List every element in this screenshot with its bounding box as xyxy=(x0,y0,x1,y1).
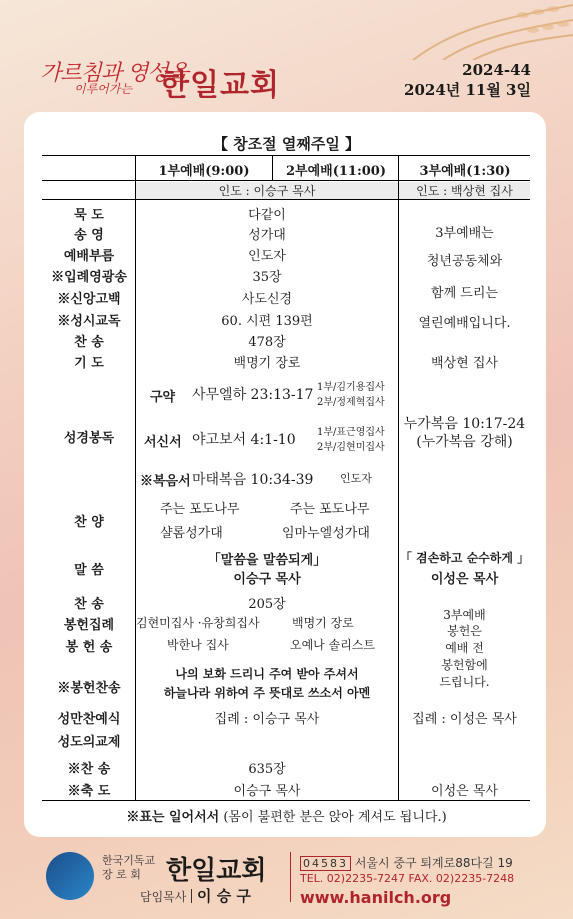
label-songyeong: 송 영 xyxy=(74,228,104,243)
value-hymn3: 635장 xyxy=(248,762,286,777)
offering-hymn-line1: 나의 보화 드리니 주여 받아 주셔서 xyxy=(175,667,359,681)
offering-hymn-line2: 하늘나라 위하여 주 뜻대로 쓰소서 아멘 xyxy=(163,686,371,700)
denomination-line1: 한국기독교 xyxy=(102,854,156,867)
label-sermon: 말 씀 xyxy=(74,563,104,578)
label-offering-hymn: ※봉헌찬송 xyxy=(57,681,121,696)
anthem-1-choir: 샬롬성가대 xyxy=(160,526,223,541)
ot-text: 사무엘하 23:13-17 xyxy=(192,387,314,403)
footnote xyxy=(0,806,573,825)
offering-song-2: 오예나 솔리스트 xyxy=(290,638,375,652)
col3-note-1: 3부예배는 xyxy=(435,226,494,241)
anthem-1-song: 주는 포도나무 xyxy=(160,502,240,517)
address-line xyxy=(300,854,513,871)
col2-header: 2부예배(11:00) xyxy=(285,164,386,179)
value-hymn1: 478장 xyxy=(248,335,286,350)
label-scripture: 성경봉독 xyxy=(63,431,115,446)
leader-3: 인도 : 백상현 집사 xyxy=(399,182,530,199)
label-fellowship: 성도의교제 xyxy=(57,735,121,750)
slogan-line1: 가르침과 영성을 xyxy=(40,61,188,86)
pastor-label: 담임목사 xyxy=(140,890,187,904)
denomination-line2: 장 로 회 xyxy=(102,868,141,881)
epistle-tag: 서신서 xyxy=(144,435,182,450)
label-mukdo: 묵 도 xyxy=(74,208,104,223)
issue-number: 2024-44 xyxy=(462,61,531,79)
col3-offering-4: 봉헌함에 xyxy=(441,658,488,672)
col3-note-2: 청년공동체와 xyxy=(426,254,503,269)
label-call: 예배부름 xyxy=(63,249,115,264)
col3-sermon-title: 「 겸손하고 순수하게 」 xyxy=(399,551,530,565)
footnote-rest: (몸이 불편한 분은 앉아 계셔도 됩니다.) xyxy=(223,810,447,825)
value-hymn2: 205장 xyxy=(248,597,286,612)
rule xyxy=(42,800,530,801)
ot-reader-2: 2부/정제혁집사 xyxy=(317,397,385,408)
gospel-tag: ※복음서 xyxy=(140,474,191,489)
sermon-title: 「말씀을 말씀되게」 xyxy=(207,553,327,568)
wheat-decoration xyxy=(373,0,573,60)
value-communion: 집례 : 이승구 목사 xyxy=(214,712,320,727)
col3-offering-1: 3부예배 xyxy=(443,608,486,622)
offering-prayer-1: 김현미집사 ·유창희집사 xyxy=(136,616,260,630)
address: 서울시 중구 퇴계로88다길 19 xyxy=(354,856,513,870)
label-entry: ※입례영광송 xyxy=(51,270,127,285)
col3-prayer: 백상현 집사 xyxy=(431,356,498,371)
offering-prayer-2: 백명기 장로 xyxy=(292,616,354,630)
label-hymn2: 찬 송 xyxy=(74,597,104,612)
col3-scripture-2: (누가복음 강해) xyxy=(416,434,513,450)
value-prayer: 백명기 장로 xyxy=(233,356,301,371)
col3-sermon-preacher: 이성은 목사 xyxy=(430,572,499,587)
col3-communion: 집례 : 이성은 목사 xyxy=(412,712,517,727)
phone-fax: TEL. 02)2235-7247 FAX. 02)2235-7248 xyxy=(300,872,515,885)
anthem-2-choir: 임마누엘성가대 xyxy=(282,526,370,541)
divider xyxy=(191,889,192,903)
ot-reader-1: 1부/김기용집사 xyxy=(317,382,385,393)
label-offering-prayer: 봉헌집례 xyxy=(63,618,115,633)
col3-offering-5: 드립니다. xyxy=(439,675,490,689)
label-communion: 성만찬예식 xyxy=(57,712,121,727)
issue-date: 2024년 11월 3일 xyxy=(404,81,531,99)
col3-bless: 이성은 목사 xyxy=(431,784,498,799)
label-hymn3: ※찬 송 xyxy=(67,762,111,777)
label-offering-song: 봉 헌 송 xyxy=(65,640,113,655)
col3-offering-3: 예배 전 xyxy=(445,641,484,655)
rule xyxy=(42,155,530,156)
col3-note-3: 함께 드리는 xyxy=(431,286,498,301)
label-hymn1: 찬 송 xyxy=(74,335,104,350)
pastor-name: 이 승 구 xyxy=(197,887,251,905)
epistle-text: 야고보서 4:1-10 xyxy=(192,432,296,448)
col1-header: 1부예배(9:00) xyxy=(158,164,250,179)
rule xyxy=(42,199,530,200)
zip-code: 04583 xyxy=(300,856,351,871)
col3-header: 3부예배(1:30) xyxy=(419,164,511,179)
value-creed: 사도신경 xyxy=(241,292,293,307)
col3-scripture-1: 누가복음 10:17-24 xyxy=(403,416,526,432)
service-title: 【 창조절 열째주일 】 xyxy=(212,135,361,153)
anthem-2-song: 주는 포도나무 xyxy=(290,502,370,517)
value-responsive: 60. 시편 139편 xyxy=(221,314,313,329)
sermon-preacher: 이승구 목사 xyxy=(233,572,301,587)
footnote-bold: ※표는 일어서서 xyxy=(126,810,220,825)
value-entry: 35장 xyxy=(252,270,282,285)
denomination xyxy=(102,854,155,882)
issue-info xyxy=(404,60,531,100)
footer-church-name: 한일교회 xyxy=(166,856,267,886)
col3-offering-2: 봉헌은 xyxy=(447,624,482,638)
value-mukdo: 다같이 xyxy=(248,208,286,223)
label-prayer: 기 도 xyxy=(74,356,104,371)
website-link[interactable]: www.hanilch.org xyxy=(300,888,452,907)
value-call: 인도자 xyxy=(248,249,286,264)
label-bless: ※축 도 xyxy=(67,784,111,799)
leader-12: 인도 : 이승구 목사 xyxy=(136,182,398,199)
epistle-reader-2: 2부/김현미집사 xyxy=(317,442,385,453)
epistle-reader-1: 1부/표근영집사 xyxy=(317,427,385,438)
value-songyeong: 성가대 xyxy=(248,228,286,243)
value-bless: 이승구 목사 xyxy=(233,784,301,799)
slogan-line2: 이루어가는 xyxy=(74,82,132,96)
ot-tag: 구약 xyxy=(150,390,176,405)
rule xyxy=(272,155,273,180)
col3-note-4: 열린예배입니다. xyxy=(418,316,511,331)
church-logo-icon xyxy=(46,852,94,900)
offering-song-1: 박한나 집사 xyxy=(167,638,229,652)
label-creed: ※신앙고백 xyxy=(57,292,121,307)
gospel-reader: 인도자 xyxy=(340,472,372,485)
church-name: 한일교회 xyxy=(160,68,280,103)
label-responsive: ※성시교독 xyxy=(57,314,121,329)
rule xyxy=(42,180,530,181)
divider xyxy=(290,852,291,902)
gospel-text: 마태복음 10:34-39 xyxy=(192,472,314,488)
label-anthem: 찬 양 xyxy=(74,515,104,530)
